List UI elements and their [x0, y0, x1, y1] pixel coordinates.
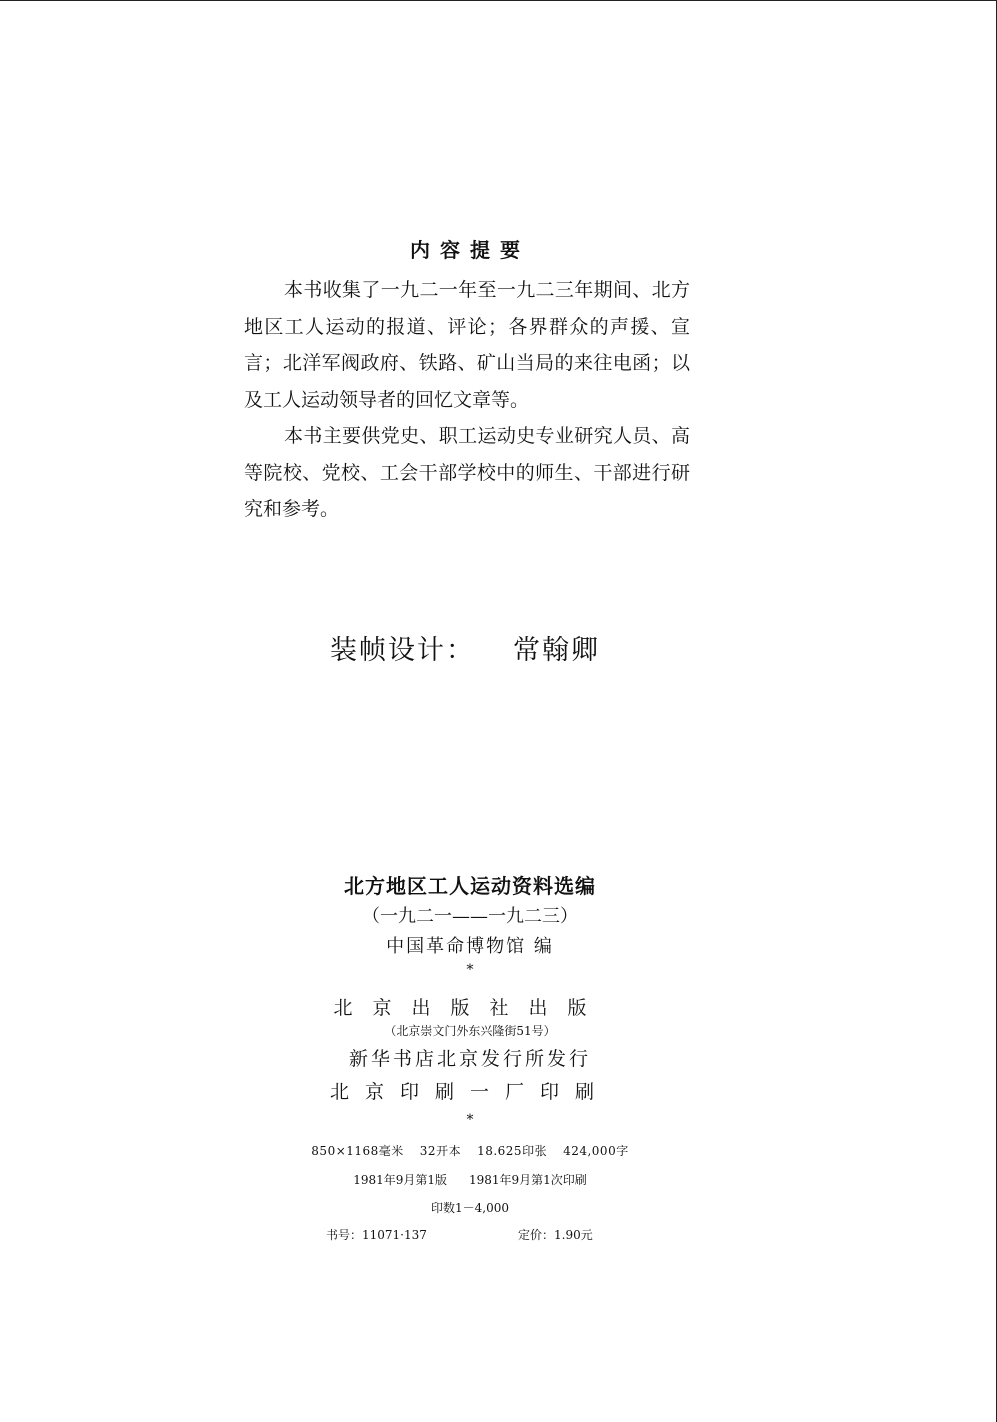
print-run: 印数1－4,000: [431, 1201, 509, 1215]
format-size: 32开本: [419, 1144, 462, 1158]
summary-paragraph: 本书收集了一九二一年至一九二三年期间、北方地区工人运动的报道、评论；各界群众的声援、宣言；北洋军阀政府、铁路、矿山当局的来往电函；以及工人运动领导者的回忆文章等。: [244, 279, 690, 411]
sheets: 18.625印张: [477, 1144, 548, 1158]
page-border-top: [0, 0, 997, 1]
book-years: （一九二一——一九二三）: [362, 906, 578, 927]
edition-info: [0, 1171, 940, 1188]
editor: 中国革命博物馆 编: [386, 936, 554, 957]
price: 定价：1.90元: [518, 1228, 593, 1242]
format: 850×1168毫米: [311, 1144, 404, 1158]
publisher: 北京出版社出版: [333, 997, 607, 1019]
designer-name: 常翰卿: [513, 635, 600, 666]
summary-paragraph: 本书主要供党史、职工运动史专业研究人员、高等院校、党校、工会干部学校中的师生、干部进行研究和参考。: [244, 425, 690, 520]
printing: 1981年9月第1次印刷: [469, 1173, 587, 1187]
printer: 北京印刷一厂印刷: [329, 1081, 610, 1103]
design-label: 装帧设计：: [330, 635, 475, 666]
separator-star: *: [466, 962, 474, 978]
book-number: 书号：11071·137: [326, 1228, 427, 1242]
edition: 1981年9月第1版: [353, 1173, 447, 1187]
word-count: 424,000字: [563, 1144, 629, 1158]
publisher-address: （北京崇文门外东兴隆街51号）: [384, 1024, 556, 1038]
summary-body: [244, 272, 690, 528]
distributor: 新华书店北京发行所发行: [348, 1048, 591, 1070]
print-specs: [0, 1142, 940, 1159]
cover-design-credit: [330, 628, 600, 667]
separator-star: *: [466, 1112, 474, 1128]
summary-title: 内容提要: [410, 238, 530, 262]
book-title: 北方地区工人运动资料选编: [344, 874, 596, 898]
